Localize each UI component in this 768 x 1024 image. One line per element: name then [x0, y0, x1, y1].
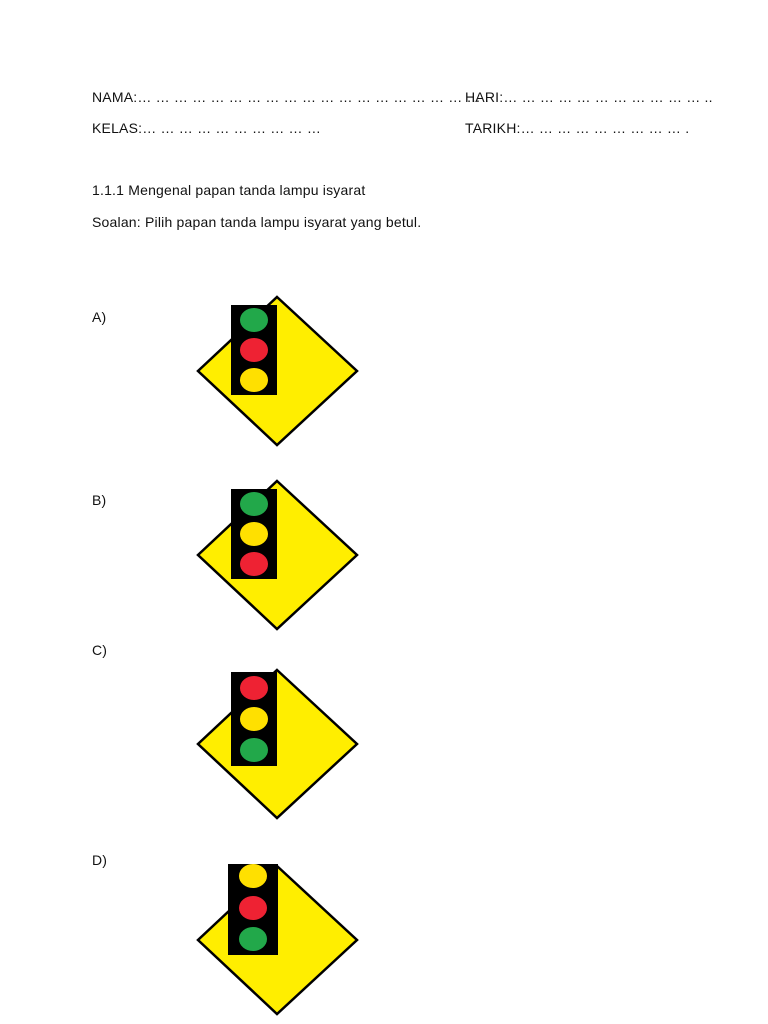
- tarikh-field: TARIKH:… … … … … … … … … .: [465, 120, 690, 136]
- traffic-light-sign-d: [196, 864, 360, 1017]
- light-top: [240, 676, 268, 700]
- sign-diamond: [198, 297, 357, 445]
- light-top: [239, 864, 267, 888]
- option-label-b: B): [92, 492, 107, 508]
- kelas-field: KELAS:… … … … … … … … … …: [92, 120, 322, 136]
- light-bottom: [239, 927, 267, 951]
- light-bottom: [240, 368, 268, 392]
- light-middle: [240, 338, 268, 362]
- light-bottom: [240, 738, 268, 762]
- option-label-d: D): [92, 852, 108, 868]
- hari-field: HARI:… … … … … … … … … … … ..: [465, 89, 713, 105]
- light-top: [240, 492, 268, 516]
- light-middle: [240, 522, 268, 546]
- nama-field: NAMA:… … … … … … … … … … … … … … … … … … … .: [92, 89, 489, 105]
- traffic-light-sign-b: [196, 479, 360, 632]
- section-title: 1.1.1 Mengenal papan tanda lampu isyarat: [92, 182, 366, 198]
- sign-diamond: [198, 670, 357, 818]
- option-label-c: C): [92, 642, 108, 658]
- traffic-light-sign-a: [196, 295, 360, 448]
- light-top: [240, 308, 268, 332]
- sign-diamond: [198, 481, 357, 629]
- option-label-a: A): [92, 309, 107, 325]
- question-text: Soalan: Pilih papan tanda lampu isyarat yang betul.: [92, 214, 422, 230]
- light-middle: [240, 707, 268, 731]
- light-middle: [239, 896, 267, 920]
- traffic-light-sign-c: [196, 668, 360, 821]
- light-bottom: [240, 552, 268, 576]
